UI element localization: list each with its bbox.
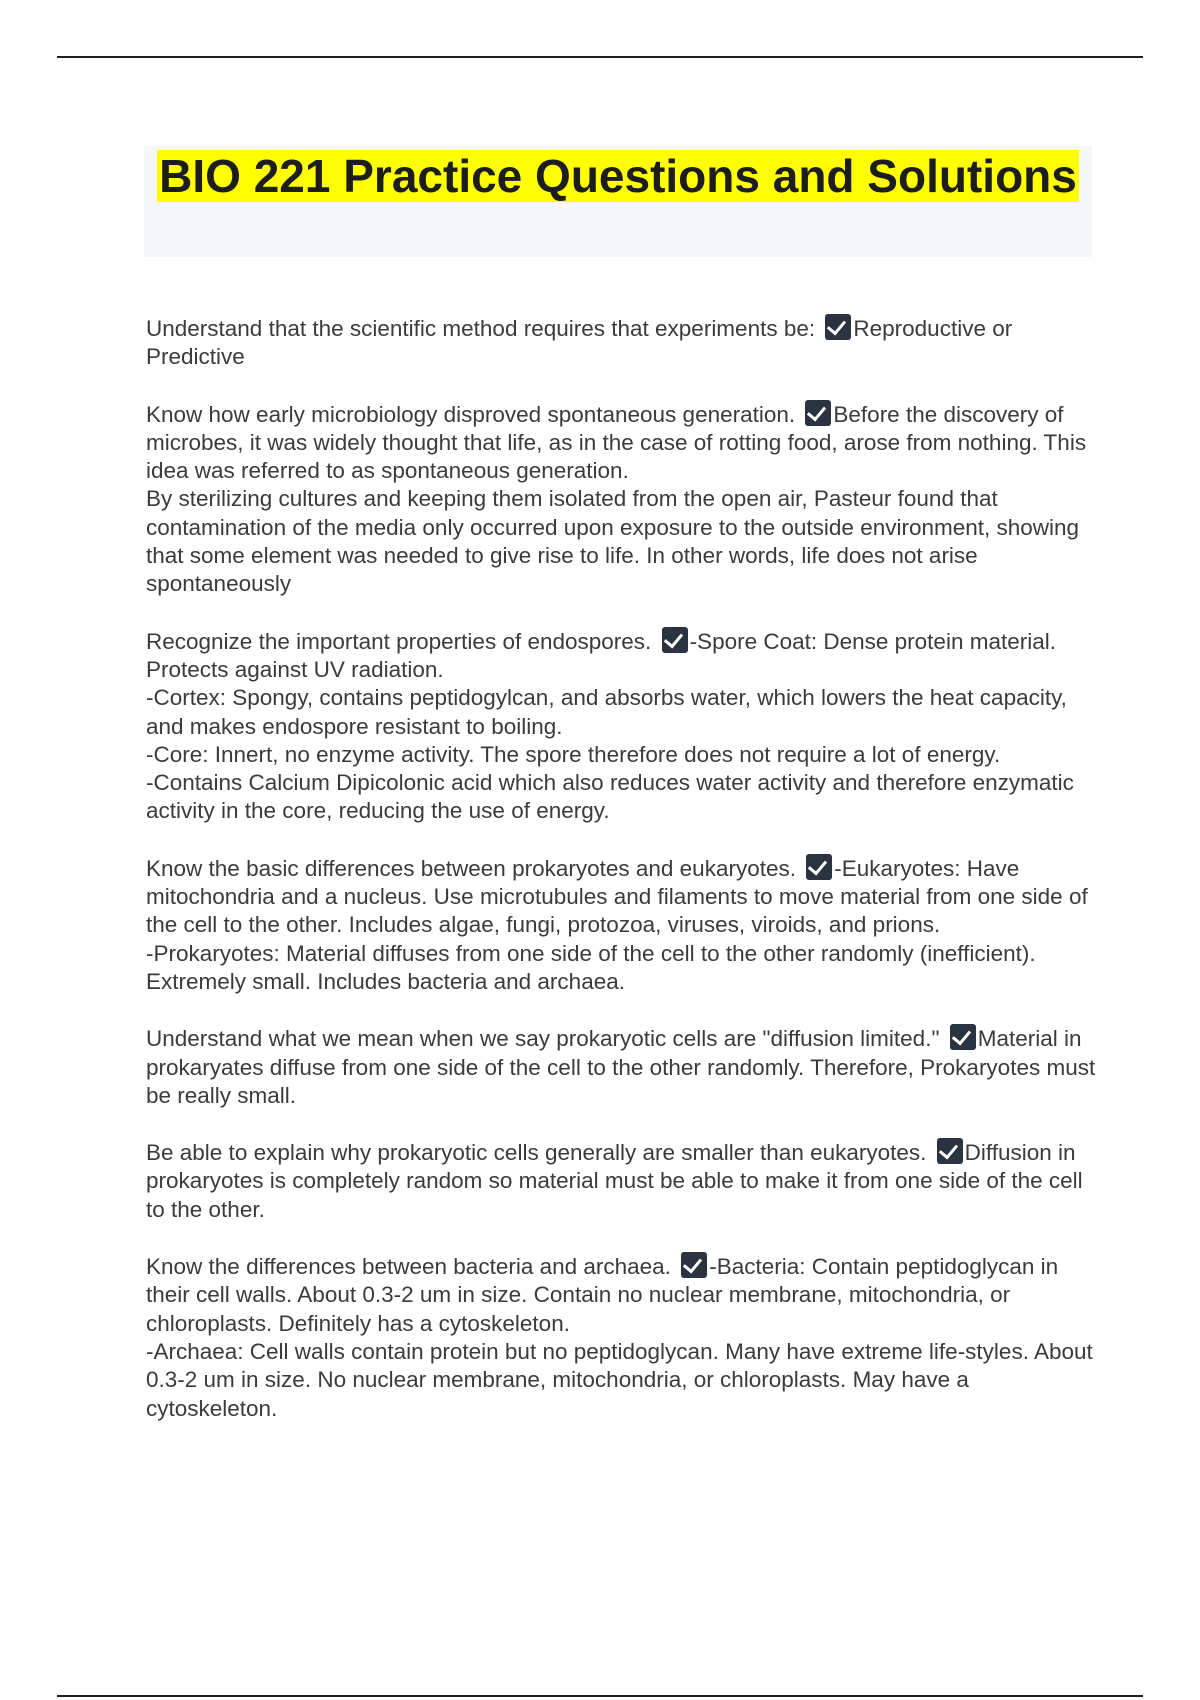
top-rule: [57, 56, 1143, 58]
title-highlight: BIO 221 Practice Questions and Solutions: [159, 150, 1077, 202]
answer-text: Before the discovery of microbes, it was widely thought that life, as in the case of rotting food, arose from nothing. This idea was referred to as spontaneous generation.: [146, 401, 1087, 484]
question-text: Know how early microbiology disproved spontaneous generation.: [146, 401, 796, 427]
answer-text: -Archaea: Cell walls contain protein but no peptidoglycan. Many have extreme life-styles. About 0.3-2 um in size. No nuclear membrane, mitochondria, or chloroplasts. May have a cytoskeleton.: [146, 1338, 1093, 1421]
answer-text: Material in prokaryates diffuse from one side of the cell to the other randomly. Therefore, Prokaryotes must be really small.: [146, 1026, 1096, 1108]
title-band: [144, 146, 1092, 257]
question-text: Understand that the scientific method requires that experiments be:: [146, 316, 816, 341]
qa-item-3: [146, 627, 1096, 826]
answer-text: Diffusion in prokaryotes is completely random so material must be able to make it from one side of the cell to the other.: [146, 1140, 1083, 1222]
question-text: Understand what we mean when we say prokaryotic cells are "diffusion limited.": [146, 1026, 940, 1052]
answer-text: -Eukaryotes: Have mitochondria and a nucleus. Use microtubules and filaments to move material from one side of the cell to the other. Includes algae, fungi, protozoa, viruses, viroids, and prions.: [146, 855, 1088, 938]
checkmark-icon: [937, 1138, 963, 1164]
qa-item-7: [146, 1252, 1096, 1423]
qa-item-6: [146, 1138, 1096, 1224]
question-text: Know the basic differences between prokaryotes and eukaryotes.: [146, 855, 796, 881]
checkmark-icon: [950, 1024, 976, 1050]
answer-text: -Bacteria: Contain peptidoglycan in their cell walls. About 0.3-2 um in size. Contain no nuclear membrane, mitochondria, or chloroplasts. Definitely has a cytoskeleton.: [146, 1254, 1059, 1336]
answer-text: -Cortex: Spongy, contains peptidogylcan, and absorbs water, which lowers the heat capacity, and makes endospore resistant to boiling.: [146, 685, 1067, 739]
bottom-rule: [57, 1695, 1143, 1697]
page-title: [144, 146, 1092, 204]
checkmark-icon: [806, 854, 832, 880]
question-text: Recognize the important properties of endospores.: [146, 628, 652, 654]
answer-text: -Prokaryotes: Material diffuses from one side of the cell to the other randomly (inefficient). Extremely small. Includes bacteria and archaea.: [146, 940, 1036, 994]
checkmark-icon: [825, 314, 851, 340]
question-text: Be able to explain why prokaryotic cells generally are smaller than eukaryotes.: [146, 1140, 927, 1166]
qa-list: [146, 314, 1096, 1451]
checkmark-icon: [805, 400, 831, 426]
qa-item-4: [146, 854, 1096, 996]
qa-item-1: [146, 314, 1096, 372]
answer-text: By sterilizing cultures and keeping them isolated from the open air, Pasteur found that contamination of the media only occurred upon exposure to the outside environment, showing that some element was needed to give rise to life. In other words, life does not arise spontaneously: [146, 486, 1080, 597]
answer-text: -Spore Coat: Dense protein material. Protects against UV radiation.: [146, 628, 1056, 682]
checkmark-icon: [681, 1252, 707, 1278]
answer-text: Reproductive or Predictive: [146, 316, 1013, 370]
qa-item-5: [146, 1024, 1096, 1110]
answer-text: -Contains Calcium Dipicolonic acid which also reduces water activity and therefore enzymatic activity in the core, reducing the use of energy.: [146, 770, 1074, 824]
question-text: Know the differences between bacteria and archaea.: [146, 1254, 671, 1280]
answer-text: -Core: Innert, no enzyme activity. The spore therefore does not require a lot of energy.: [146, 741, 1001, 767]
checkmark-icon: [662, 627, 688, 653]
qa-item-2: [146, 400, 1096, 599]
